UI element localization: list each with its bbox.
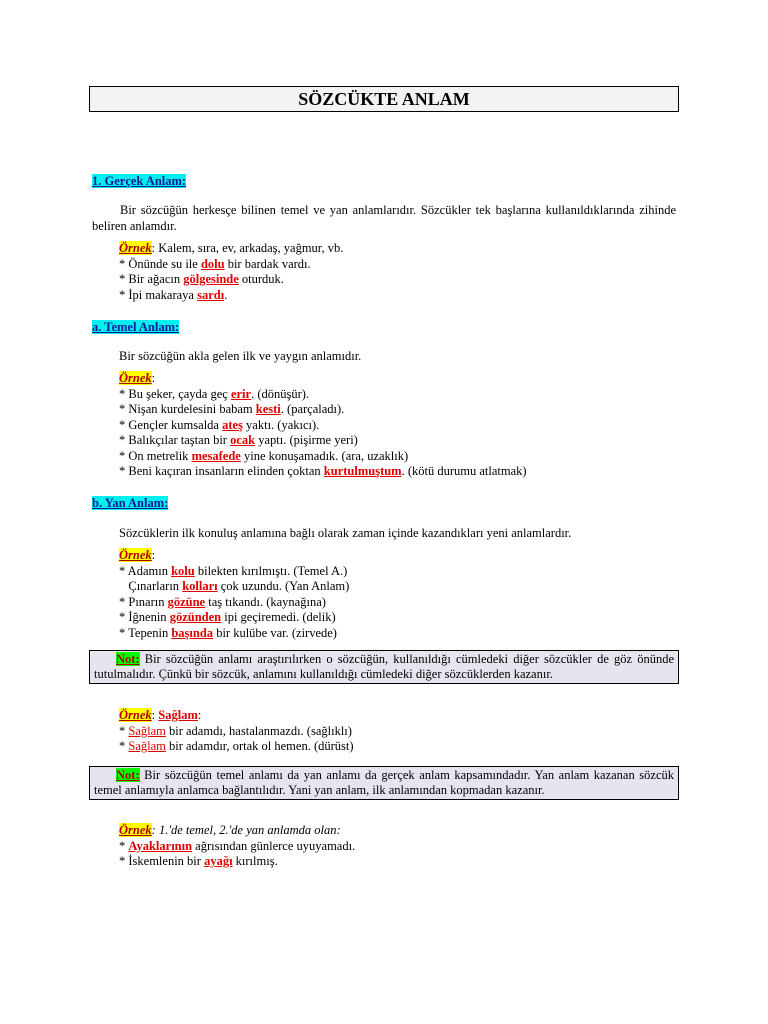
- example-block-temel: [119, 371, 679, 480]
- example-intro-text: : 1.'de temel, 2.'de yan anlamda olan:: [151, 823, 341, 837]
- example-line: [119, 272, 679, 288]
- example-intro: [119, 823, 679, 839]
- example-line: [119, 464, 679, 480]
- example-text: . (dönüşür).: [251, 386, 310, 401]
- highlight-word: gözüne: [167, 594, 206, 609]
- example-text: * Balıkçılar taştan bir: [119, 433, 231, 447]
- example-intro: [119, 708, 679, 724]
- example-text: ağrısından günlerce uyuyamadı.: [192, 838, 356, 853]
- highlight-word: Sağlam: [158, 708, 198, 722]
- example-intro: [119, 548, 679, 564]
- heading-text: 1. Gerçek Anlam:: [92, 174, 187, 188]
- example-text: * Pınarın: [119, 594, 168, 609]
- example-text: yaptı. (pişirme yeri): [255, 433, 358, 447]
- highlight-word: sardı: [197, 287, 225, 302]
- example-text: * İskemlenin bir: [119, 854, 205, 868]
- example-text: kırılmış.: [232, 854, 278, 868]
- example-text: Çınarların: [119, 579, 183, 593]
- section-heading-yan-anlam: [92, 496, 168, 512]
- ornek-label: Örnek: [119, 548, 152, 562]
- highlight-word: Ayaklarının: [128, 838, 193, 853]
- section-heading-temel-anlam: [92, 320, 179, 336]
- note-label: Not:: [116, 768, 140, 782]
- example-text: * Gençler kumsalda: [119, 417, 223, 432]
- highlight-word: Sağlam: [128, 739, 166, 753]
- example-text: * Bu şeker, çayda geç: [119, 386, 231, 401]
- example-text: ipi geçiremedi. (delik): [221, 610, 336, 624]
- highlight-word: kesti: [255, 402, 281, 416]
- example-text: * Önünde su ile: [119, 256, 201, 271]
- example-line: [119, 739, 679, 755]
- example-intro: [119, 371, 679, 387]
- heading-text: b. Yan Anlam:: [92, 496, 169, 510]
- highlight-word: kolu: [171, 563, 195, 578]
- example-text: *: [119, 739, 129, 753]
- note-box-1: [89, 650, 679, 684]
- example-line: [119, 418, 679, 434]
- example-text: bir adamdı, hastalanmazdı. (sağlıklı): [165, 723, 352, 738]
- ornek-label: Örnek: [119, 708, 152, 722]
- note-box-2: [89, 766, 679, 800]
- ornek-label: Örnek: [119, 241, 152, 255]
- highlight-word: kolları: [182, 579, 218, 593]
- example-line: [119, 564, 679, 580]
- example-text: * On metrelik: [119, 448, 192, 463]
- paragraph-yan-anlam: Sözcüklerin ilk konuluş anlamına bağlı olarak zaman içinde kazandıkları yeni anlamlardır.: [119, 526, 572, 540]
- example-text: * Beni kaçıran insanların elinden çoktan: [119, 464, 324, 478]
- example-line: [119, 449, 679, 465]
- example-block-ayak: [119, 823, 679, 870]
- example-line: [119, 854, 679, 870]
- example-line: [119, 724, 679, 740]
- example-intro-text: :: [197, 708, 202, 722]
- example-text: *: [119, 723, 129, 738]
- example-text: yaktı. (yakıcı).: [242, 417, 320, 432]
- highlight-word: gözünden: [169, 610, 222, 624]
- example-intro-text: :: [151, 548, 156, 562]
- heading-text: a. Temel Anlam:: [92, 320, 180, 334]
- example-line: [119, 839, 679, 855]
- example-text: * Nişan kurdelesini babam: [119, 402, 256, 416]
- example-text: bilekten kırılmıştı. (Temel A.): [194, 563, 348, 578]
- example-text: . (kötü durumu atlatmak): [401, 464, 527, 478]
- example-line: [119, 387, 679, 403]
- note-text: Bir sözcüğün anlamı araştırılırken o sözcüğün, kullanıldığı cümledeki diğer sözcükler de göz önünde tutulmalıdır. Çünkü bir sözcük, anlamını kullanıldığı cümledeki diğer sözcüklerden kazanır.: [94, 652, 674, 681]
- example-text: .: [224, 287, 228, 302]
- ornek-label: Örnek: [119, 823, 152, 837]
- highlight-word: gölgesinde: [183, 272, 239, 286]
- highlight-word: kurtulmuştum: [323, 464, 402, 478]
- highlight-word: erir: [230, 386, 252, 401]
- example-line: [119, 610, 679, 626]
- example-block-saglam: [119, 708, 679, 755]
- highlight-word: mesafede: [191, 448, 241, 463]
- example-text: * İğnenin: [119, 610, 170, 624]
- example-block-yan: [119, 548, 679, 641]
- example-text: bir kulübe var. (zirvede): [213, 625, 337, 640]
- section-heading-gercek-anlam: [92, 174, 186, 190]
- page-title: SÖZCÜKTE ANLAM: [89, 86, 679, 112]
- highlight-word: başında: [171, 625, 214, 640]
- example-text: yine konuşamadık. (ara, uzaklık): [240, 448, 409, 463]
- note-label: Not:: [116, 652, 140, 666]
- paragraph-temel-anlam: Bir sözcüğün akla gelen ilk ve yaygın anlamıdır.: [119, 349, 362, 363]
- example-intro-text: : Kalem, sıra, ev, arkadaş, yağmur, vb.: [151, 241, 344, 255]
- example-intro-text: :: [151, 708, 159, 722]
- paragraph-gercek-anlam: Bir sözcüğün herkesçe bilinen temel ve yan anlamlarıdır. Sözcükler tek başlarına kullanıldıklarında zihinde beliren anlamdır.: [92, 203, 676, 233]
- highlight-word: ateş: [222, 417, 243, 432]
- example-intro-text: :: [151, 371, 156, 385]
- example-line: [119, 579, 679, 595]
- example-text: bir adamdır, ortak ol hemen. (dürüst): [165, 739, 354, 753]
- example-block-gercek: [119, 241, 679, 303]
- highlight-word: ocak: [230, 433, 256, 447]
- highlight-word: dolu: [200, 256, 225, 271]
- example-line: [119, 626, 679, 642]
- example-line: [119, 402, 679, 418]
- example-text: * İpi makaraya: [119, 287, 198, 302]
- highlight-word: Sağlam: [128, 723, 166, 738]
- example-text: *: [119, 838, 129, 853]
- example-line: [119, 433, 679, 449]
- example-text: taş tıkandı. (kaynağına): [205, 594, 326, 609]
- note-text: Bir sözcüğün temel anlamı da yan anlamı da gerçek anlam kapsamındadır. Yan anlam kazanan sözcük temel anlamıyla anlamca bağlantılıdır. Yani yan anlam, ilk anlamından kopmadan kazanır.: [94, 768, 674, 797]
- example-intro: [119, 241, 679, 257]
- example-text: bir bardak vardı.: [224, 256, 311, 271]
- example-text: oturduk.: [238, 272, 284, 286]
- example-line: [119, 288, 679, 304]
- highlight-word: ayağı: [204, 854, 233, 868]
- ornek-label: Örnek: [119, 371, 152, 385]
- example-text: . (parçaladı).: [280, 402, 345, 416]
- example-text: * Tepenin: [119, 625, 172, 640]
- example-line: [119, 257, 679, 273]
- example-text: çok uzundu. (Yan Anlam): [217, 579, 350, 593]
- example-text: * Bir ağacın: [119, 272, 184, 286]
- example-line: [119, 595, 679, 611]
- example-text: * Adamın: [119, 563, 172, 578]
